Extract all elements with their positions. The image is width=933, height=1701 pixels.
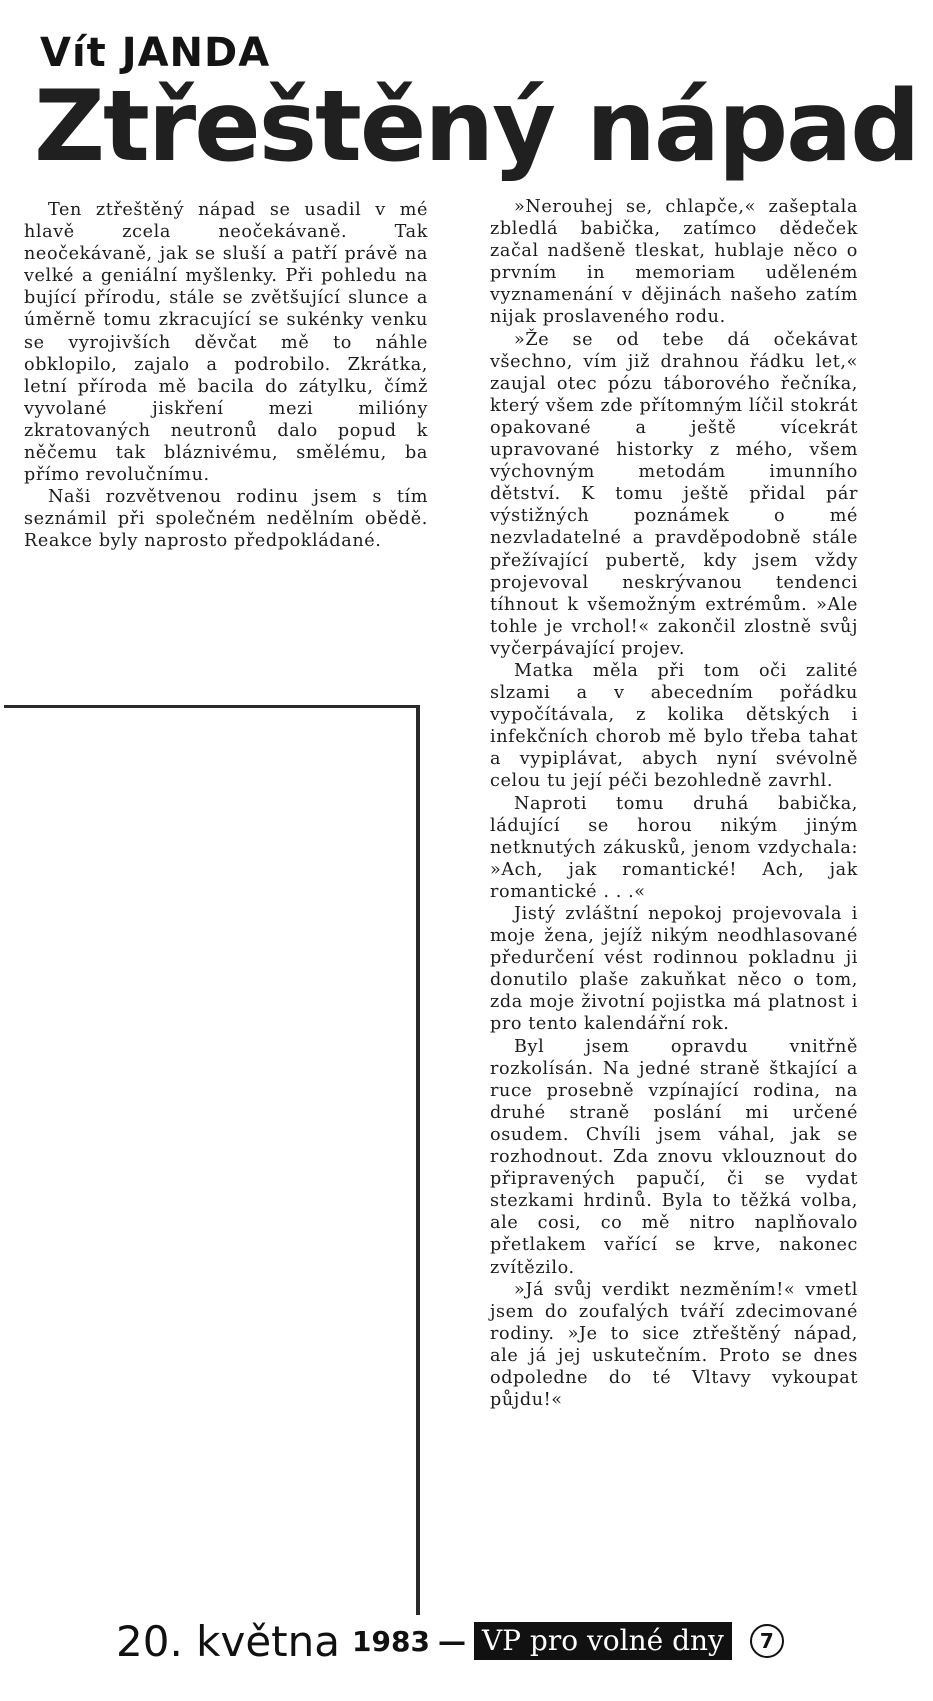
magazine-name: VP pro volné dny (474, 1622, 732, 1660)
paragraph: Ten ztřeštěný nápad se usadil v mé hlavě zcela neočekávaně. Tak neočekávaně, jak se sluší a patří právě na velké a geniální myšlenky. Při pohledu na bující přírodu, stále se zvětšující slunce a úměrně tomu zkracující se sukénky venku se vyrojivších děvčat mě to náhle obklopilo, zajalo a podrobilo. Zkrátka, letní příroda mě bacila do zátylku, čímž vyvolané jiskření mezi milióny zkratovaných neutronů dalo popud k něčemu tak bláznivému, smělému, ba přímo revolučnímu. (24, 200, 428, 486)
article-title: Ztřeštěný nápad (34, 70, 919, 184)
paragraph: »Já svůj verdikt nezměním!« vmetl jsem do zoufalých tváří zdecimované rodiny. »Je to sice ztřeštěný nápad, ale já jej uskutečním. Proto se dnes odpoledne do té Vltavy vykoupat půjdu!« (490, 1279, 858, 1411)
page-footer (116, 1612, 784, 1670)
paragraph: Matka měla při tom oči zalité slzami a v abecedním pořádku vypočítávala, z kolika dětských i infekčních chorob mě bylo třeba tahat a vypiplávat, abych nyní svévolně celou tu její péči bezohledně zavrhl. (490, 660, 858, 792)
layout-divider-vertical (416, 705, 420, 1615)
paragraph: »Nerouhej se, chlapče,« zašeptala zbledlá babička, zatímco dědeček začal nadšeně tleskat, hublaje něco o prvním in memoriam uděleném vyznamenání v dějinách našeho zatím nijak proslaveného rodu. (490, 197, 858, 328)
left-column (24, 199, 428, 553)
issue-date: 20. května (116, 1616, 340, 1666)
right-column (490, 196, 858, 1411)
footer-dash: — (437, 1624, 466, 1658)
page-number: 7 (750, 1624, 784, 1658)
layout-divider-horizontal (4, 705, 420, 708)
issue-year: 1983 (352, 1624, 430, 1658)
author-name: Vít JANDA (40, 30, 271, 76)
paragraph: Naproti tomu druhá babička, ládující se horou nikým jiným netknutých zákusků, jenom vzdychala: »Ach, jak romantické! Ach, jak romantické . . .« (490, 793, 858, 902)
paragraph: Byl jsem opravdu vnitřně rozkolísán. Na jedné straně štkající a ruce prosebně vzpínající rodina, na druhé straně poslání mi určené osudem. Chvíli jsem váhal, jak se rozhodnout. Zda znovu vklouznout do připravených papučí, či se vydat stezkami hrdinů. Byla to těžká volba, ale cosi, co mě nitro naplňovalo přetlakem vařící se krve, nakonec zvítězilo. (490, 1036, 858, 1278)
paragraph: Naši rozvětvenou rodinu jsem s tím seznámil při společném nedělním obědě. Reakce byly naprosto předpokládané. (24, 487, 428, 552)
paragraph: »Že se od tebe dá očekávat všechno, vím již drahnou řádku let,« zaujal otec pózu táborového řečníka, který všem zde přítomným líčil stokrát opakované a ještě vícekrát upravované historky z mého, všem výchovným metodám imunního dětství. K tomu ještě přidal pár výstižných poznámek o mé nezvladatelné a pravděpodobně stále přežívající pubertě, kdy jsem vždy projevoval neskrývanou tendenci tíhnout k všemožným extrémům. »Ale tohle je vrchol!« zakončil zlostně svůj vyčerpávající projev. (490, 329, 858, 659)
paragraph: Jistý zvláštní nepokoj projevovala i moje žena, jejíž nikým neodhlasované předurčení vést rodinnou pokladnu ji donutilo plaše zakuňkat něco o tom, zda moje životní pojistka má platnost i pro tento kalendářní rok. (490, 904, 858, 1035)
